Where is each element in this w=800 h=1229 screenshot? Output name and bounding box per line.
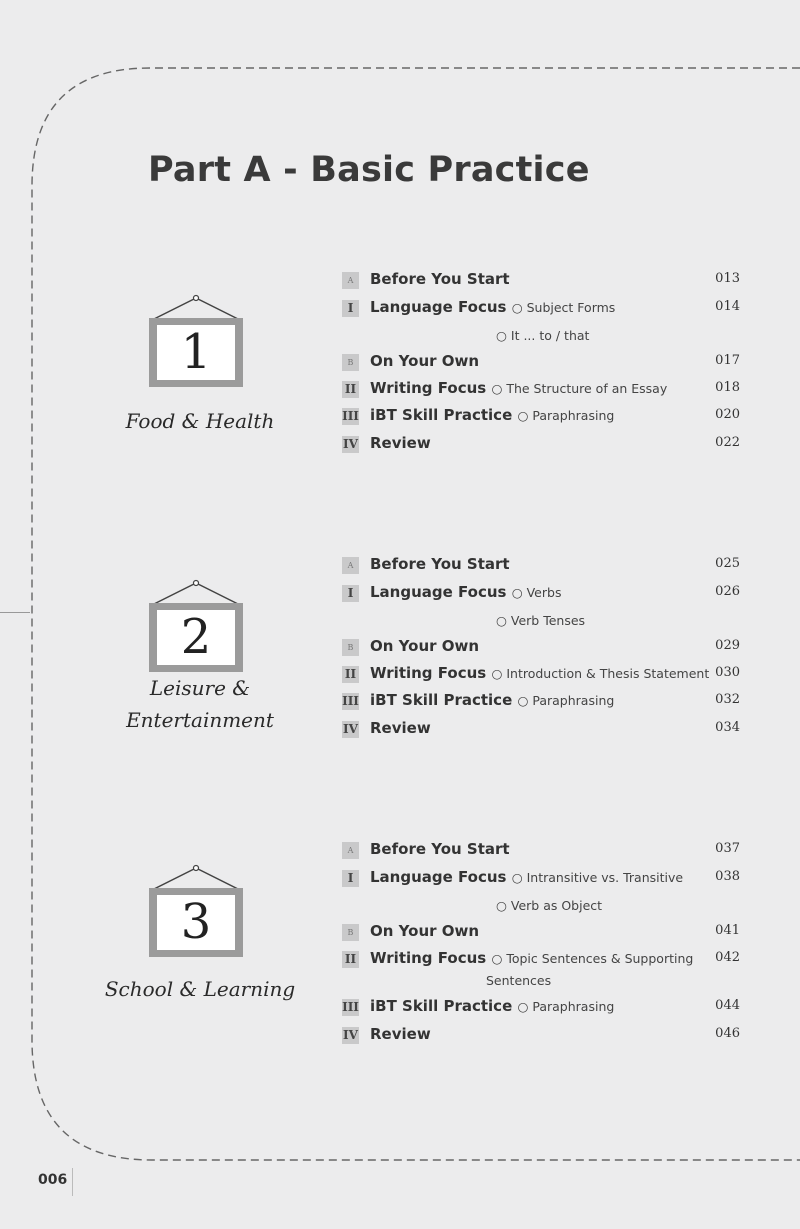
section-marker: B: [342, 354, 359, 371]
lesson-topic: ○ Topic Sentences & Supporting: [491, 951, 694, 966]
unit-number-sign: [148, 577, 244, 673]
toc-row[interactable]: [342, 583, 742, 607]
section-marker: A: [342, 842, 359, 859]
toc-row[interactable]: [342, 555, 742, 579]
section-marker: A: [342, 557, 359, 574]
page-number: 030: [715, 665, 740, 680]
page-title: Part A - Basic Practice: [148, 150, 590, 190]
lesson-label: Writing Focus ○ The Structure of an Essay: [370, 379, 668, 397]
lesson-label: On Your Own: [370, 922, 480, 940]
lesson-topic: ○ Verb Tenses: [496, 613, 586, 628]
section-marker: II: [342, 666, 359, 683]
page-number: 026: [715, 584, 740, 599]
lesson-label: Before You Start: [370, 840, 510, 858]
unit-number-sign: [148, 862, 244, 958]
page-number: 042: [715, 950, 740, 965]
lesson-label: iBT Skill Practice ○ Paraphrasing: [370, 406, 615, 424]
section-marker: III: [342, 409, 359, 423]
page-number: 017: [715, 353, 740, 368]
lesson-topic: ○ Paraphrasing: [517, 408, 615, 423]
unit-title: Food & Health: [125, 409, 275, 433]
unit-number: 2: [180, 609, 212, 665]
lesson-label: iBT Skill Practice ○ Paraphrasing: [370, 691, 615, 709]
page-number: 029: [715, 638, 740, 653]
folio-page-number: 006: [38, 1172, 68, 1188]
unit-title: Entertainment: [126, 708, 274, 732]
lesson-topic: ○ The Structure of an Essay: [491, 381, 668, 396]
page-number: 038: [715, 869, 740, 884]
lesson-label: On Your Own: [370, 637, 480, 655]
toc-row[interactable]: [342, 1025, 742, 1049]
toc-row[interactable]: [342, 379, 742, 403]
toc-row[interactable]: [342, 868, 742, 892]
lesson-topic: Sentences: [486, 973, 552, 988]
section-marker: I: [342, 870, 359, 887]
section-marker: III: [342, 1000, 359, 1014]
lesson-topic: ○ Paraphrasing: [517, 693, 615, 708]
lesson-topic: ○ Subject Forms: [511, 300, 616, 315]
lesson-label: Language Focus ○ Intransitive vs. Transitive: [370, 868, 684, 886]
toc-row[interactable]: [342, 352, 742, 376]
page-number: 041: [715, 923, 740, 938]
lesson-label: iBT Skill Practice ○ Paraphrasing: [370, 997, 615, 1015]
lesson-topic: ○ Verbs: [511, 585, 562, 600]
unit-number-sign: [148, 292, 244, 388]
unit-3: [0, 838, 800, 1078]
page-number: 020: [715, 407, 740, 422]
page-number: 025: [715, 556, 740, 571]
toc-row[interactable]: [342, 949, 742, 973]
page-number: 044: [715, 998, 740, 1013]
page-number: 032: [715, 692, 740, 707]
lesson-topic: ○ It ... to / that: [496, 328, 590, 343]
lesson-topic: ○ Paraphrasing: [517, 999, 615, 1014]
section-marker: I: [342, 585, 359, 602]
toc-row[interactable]: [342, 637, 742, 661]
unit-title: Leisure &: [149, 676, 251, 700]
lesson-label: Writing Focus ○ Introduction & Thesis Statement: [370, 664, 710, 682]
folio-divider: [72, 1168, 73, 1196]
lesson-label: Language Focus ○ Verbs: [370, 583, 562, 601]
toc-row[interactable]: [342, 840, 742, 864]
page-number: 046: [715, 1026, 740, 1041]
lesson-topic: ○ Introduction & Thesis Statement: [491, 666, 710, 681]
toc-row[interactable]: [342, 691, 742, 715]
toc-row[interactable]: [342, 298, 742, 322]
page-number: 022: [715, 435, 740, 450]
section-marker: B: [342, 924, 359, 941]
section-marker: IV: [343, 722, 358, 736]
section-marker: B: [342, 639, 359, 656]
page-number: 014: [715, 299, 740, 314]
toc-row[interactable]: [342, 719, 742, 743]
page-number: 018: [715, 380, 740, 395]
lesson-label: Review: [370, 719, 431, 737]
section-marker: A: [342, 272, 359, 289]
lesson-label: Review: [370, 434, 431, 452]
toc-row[interactable]: [342, 434, 742, 458]
section-marker: III: [342, 694, 359, 708]
unit-1: [0, 268, 800, 508]
section-marker: IV: [343, 437, 358, 451]
lesson-topic: ○ Intransitive vs. Transitive: [511, 870, 684, 885]
toc-row[interactable]: [342, 922, 742, 946]
unit-2: [0, 553, 800, 793]
page-number: 013: [715, 271, 740, 286]
toc-row[interactable]: [342, 406, 742, 430]
unit-number: 3: [180, 894, 212, 950]
lesson-label: Before You Start: [370, 555, 510, 573]
section-marker: II: [342, 951, 359, 968]
lesson-label: Review: [370, 1025, 431, 1043]
section-marker: II: [342, 381, 359, 398]
unit-number: 1: [180, 324, 212, 380]
lesson-label: Before You Start: [370, 270, 510, 288]
toc-row[interactable]: [342, 270, 742, 294]
section-marker: I: [342, 300, 359, 317]
unit-title: School & Learning: [104, 977, 296, 1001]
lesson-label: Writing Focus ○ Topic Sentences & Supporting: [370, 949, 694, 967]
lesson-label: Language Focus ○ Subject Forms: [370, 298, 616, 316]
lesson-topic: ○ Verb as Object: [496, 898, 603, 913]
lesson-label: On Your Own: [370, 352, 480, 370]
toc-row[interactable]: [342, 997, 742, 1021]
section-marker: IV: [343, 1028, 358, 1042]
toc-row[interactable]: [342, 664, 742, 688]
page-number: 034: [715, 720, 740, 735]
page-number: 037: [715, 841, 740, 856]
